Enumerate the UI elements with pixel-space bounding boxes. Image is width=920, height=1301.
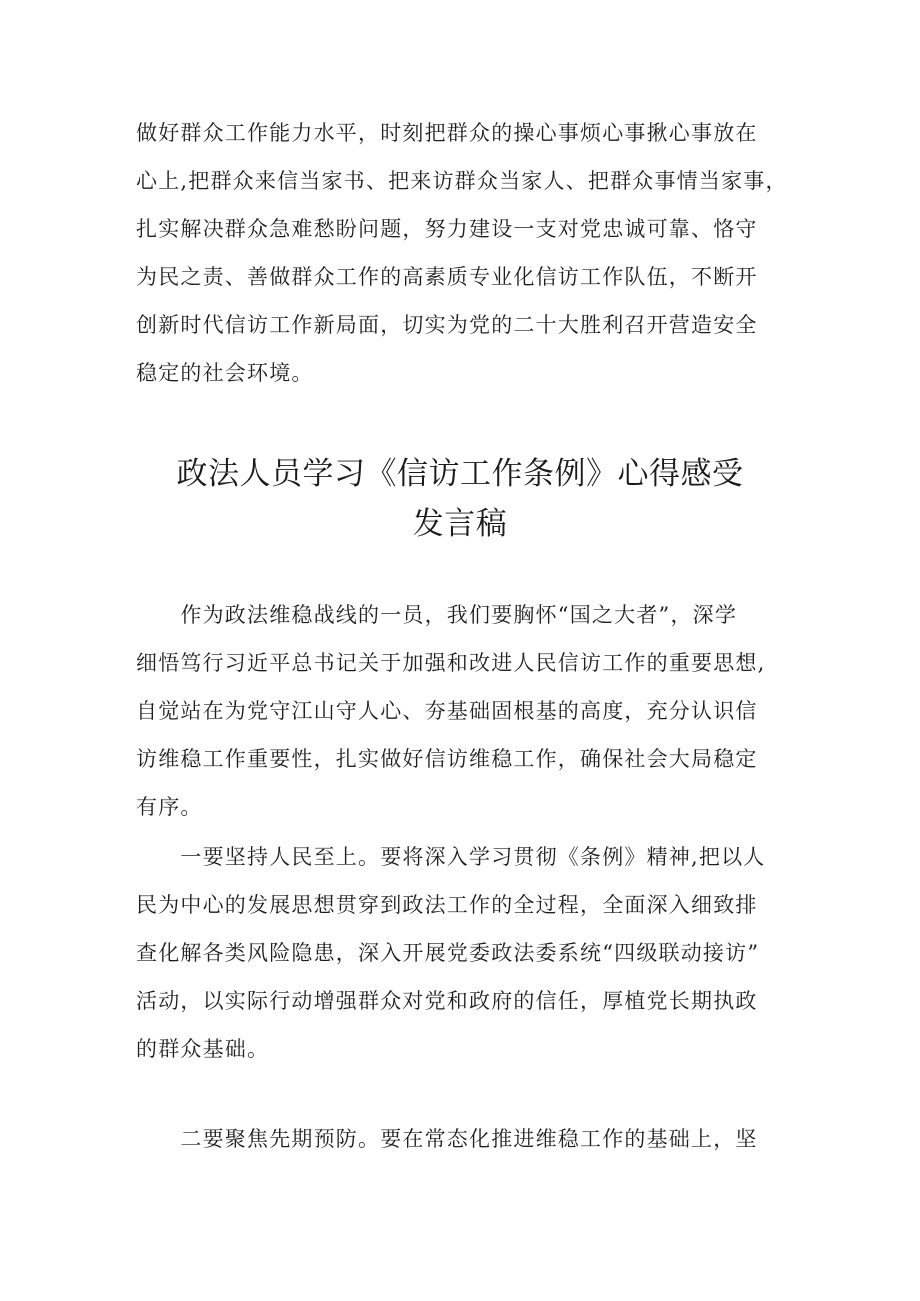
para2-line-1: 一要坚持人民至上。要将深入学习贯彻《条例》精神,把以人 [136,845,766,869]
para1-line-1: 作为政法维稳战线的一员，我们要胸怀“国之大者”，深学 [136,603,738,627]
para2-line-2: 民为中心的发展思想贯穿到政法工作的全过程，全面深入细致排 [136,893,758,917]
intro-line-3: 扎实解决群众急难愁盼问题，努力建设一支对党忠诚可靠、恪守 [136,217,758,241]
para1-line-3: 自觉站在为党守江山守人心、夯基础固根基的高度，充分认识信 [136,699,758,723]
para3-line-1: 二要聚焦先期预防。要在常态化推进维稳工作的基础上，坚 [136,1127,758,1151]
intro-line-2: 心上,把群众来信当家书、把来访群众当家人、把群众事情当家事， [136,169,788,193]
para1-line-4: 访维稳工作重要性，扎实做好信访维稳工作，确保社会大局稳定 [136,747,758,771]
para2-line-4: 活动，以实际行动增强群众对党和政府的信任，厚植党长期执政 [136,989,758,1013]
intro-line-1: 做好群众工作能力水平，时刻把群众的操心事烦心事揪心事放在 [136,121,758,145]
para2-line-5: 的群众基础。 [136,1037,270,1061]
para1-line-2: 细悟笃行习近平总书记关于加强和改进人民信访工作的重要思想, [136,651,766,675]
document-title-line-1: 政法人员学习《信访工作条例》心得感受 [176,456,744,492]
intro-line-5: 创新时代信访工作新局面，切实为党的二十大胜利召开营造安全 [136,313,758,337]
para1-line-5: 有序。 [136,795,203,819]
para2-line-3: 查化解各类风险隐患，深入开展党委政法委系统“四级联动接访” [136,941,760,965]
document-title-line-2: 发言稿 [412,506,508,542]
intro-line-6: 稳定的社会环境。 [136,361,314,385]
intro-line-4: 为民之责、善做群众工作的高素质专业化信访工作队伍，不断开 [136,265,758,289]
